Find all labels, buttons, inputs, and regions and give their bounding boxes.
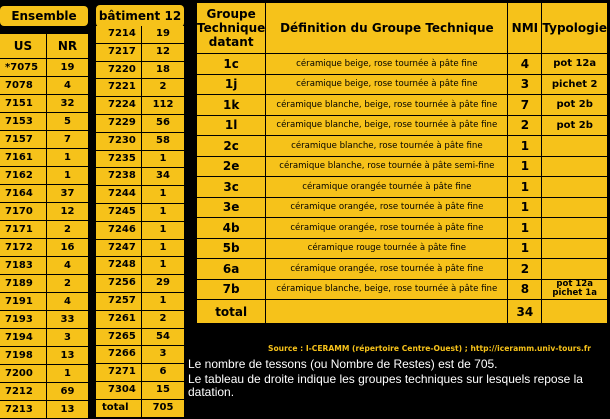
batiment-row — [96, 275, 184, 293]
us-cell: 7157 — [0, 131, 47, 149]
us-cell: 7221 — [96, 79, 142, 97]
ensemble-row — [0, 329, 88, 347]
nr-cell: 12 — [47, 203, 89, 221]
ensemble-header-row — [0, 34, 88, 59]
typologie-cell: pot 2b — [542, 95, 608, 116]
us-cell: 7244 — [96, 186, 142, 204]
nr-cell: 1 — [142, 221, 185, 239]
nmi-cell: 1 — [508, 177, 542, 198]
batiment-row — [96, 79, 184, 97]
batiment-row — [96, 364, 184, 382]
us-cell: 7245 — [96, 203, 142, 221]
batiment-row — [96, 114, 184, 132]
groupe-cell: 1j — [197, 74, 266, 95]
groupe-cell: 1c — [197, 54, 266, 75]
batiment-row — [96, 346, 184, 364]
nr-cell: 13 — [47, 347, 89, 365]
us-cell: 7193 — [0, 311, 47, 329]
groupe-row — [197, 218, 608, 239]
definition-cell: céramique rouge tournée à pâte fine — [266, 238, 508, 259]
nr-cell: 1 — [142, 150, 185, 168]
us-cell: 7191 — [0, 293, 47, 311]
nr-cell: 69 — [47, 383, 89, 401]
ensemble-row — [0, 113, 88, 131]
ensemble-row — [0, 401, 88, 419]
groupe-row — [197, 136, 608, 157]
groupe-header: Groupe Technique datant — [197, 3, 266, 54]
ensemble-row — [0, 95, 88, 113]
note-tessons: Le nombre de tessons (ou Nombre de Restes) est de 705. — [188, 357, 498, 371]
groupe-row — [197, 279, 608, 300]
groupes-total-nmi: 34 — [508, 300, 542, 324]
definition-cell: céramique orangée, rose tournée à pâte fine — [266, 218, 508, 239]
nr-cell: 33 — [47, 311, 89, 329]
us-cell: 7172 — [0, 239, 47, 257]
typologie-cell — [542, 218, 608, 239]
batiment-row — [96, 221, 184, 239]
nmi-header: NMI — [508, 3, 542, 54]
nr-cell: 2 — [142, 79, 185, 97]
ensemble-row — [0, 239, 88, 257]
ensemble-row — [0, 185, 88, 203]
nr-cell: 4 — [47, 257, 89, 275]
ensemble-row — [0, 167, 88, 185]
ensemble-row — [0, 203, 88, 221]
ensemble-row — [0, 311, 88, 329]
nmi-cell: 7 — [508, 95, 542, 116]
definition-cell: céramique blanche, beige, rose tournée à pâte fine — [266, 95, 508, 116]
groupes-total-row — [197, 300, 608, 324]
groupe-cell: 2e — [197, 156, 266, 177]
us-cell: 7171 — [0, 221, 47, 239]
groupe-row — [197, 115, 608, 136]
typologie-line: pot 12a — [556, 279, 593, 290]
ensemble-row — [0, 131, 88, 149]
us-cell: 7170 — [0, 203, 47, 221]
groupes-techniques-table — [196, 2, 608, 324]
note-datation: Le tableau de droite indique les groupes techniques sur lesquels repose la datation. — [188, 372, 583, 399]
us-cell: 7194 — [0, 329, 47, 347]
typologie-cell — [542, 279, 608, 300]
nr-cell: 29 — [142, 275, 185, 293]
definition-cell: céramique blanche, beige, rose tournée à pâte fine — [266, 115, 508, 136]
batiment-row — [96, 310, 184, 328]
ensemble-row — [0, 293, 88, 311]
batiment-row — [96, 61, 184, 79]
us-cell: 7213 — [0, 401, 47, 419]
us-cell: 7246 — [96, 221, 142, 239]
us-cell: 7164 — [0, 185, 47, 203]
typologie-line: pichet 1a — [552, 288, 597, 299]
typologie-cell — [542, 238, 608, 259]
nmi-cell: 1 — [508, 197, 542, 218]
batiment-row — [96, 132, 184, 150]
us-cell: 7200 — [0, 365, 47, 383]
us-cell: 7229 — [96, 114, 142, 132]
batiment-row — [96, 328, 184, 346]
nr-cell: 7 — [47, 131, 89, 149]
definition-cell: céramique orangée tournée à pâte fine — [266, 177, 508, 198]
us-cell: 7235 — [96, 150, 142, 168]
ensemble-row — [0, 347, 88, 365]
nr-cell: 1 — [142, 292, 185, 310]
source-credit: Source : I-CERAMM (répertoire Centre-Ouest) ; http://iceramm.univ-tours.fr — [268, 344, 591, 353]
nr-cell: 1 — [47, 149, 89, 167]
us-cell: *7075 — [0, 59, 47, 77]
nmi-cell: 8 — [508, 279, 542, 300]
typologie-cell — [542, 197, 608, 218]
nmi-cell: 1 — [508, 218, 542, 239]
ensemble-row — [0, 383, 88, 401]
typologie-cell — [542, 136, 608, 157]
batiment-row — [96, 292, 184, 310]
definition-cell: céramique blanche, rose tournée à pâte semi-fine — [266, 156, 508, 177]
nr-cell: 32 — [47, 95, 89, 113]
nr-cell: 5 — [47, 113, 89, 131]
nr-cell: 12 — [142, 43, 185, 61]
nr-cell: 1 — [142, 239, 185, 257]
us-cell: 7248 — [96, 257, 142, 275]
us-cell: 7217 — [96, 43, 142, 61]
groupe-cell: 7b — [197, 279, 266, 300]
groupe-cell: 5b — [197, 238, 266, 259]
us-header: US — [0, 34, 47, 59]
typologie-cell — [542, 177, 608, 198]
us-cell: 7238 — [96, 168, 142, 186]
nr-cell: 2 — [47, 221, 89, 239]
nr-cell: 3 — [47, 329, 89, 347]
typologie-cell: pot 2b — [542, 115, 608, 136]
nr-cell: 19 — [47, 59, 89, 77]
nmi-cell: 3 — [508, 74, 542, 95]
ensemble-table — [0, 34, 88, 419]
us-cell: 7161 — [0, 149, 47, 167]
groupes-body — [197, 54, 608, 300]
batiment-row — [96, 186, 184, 204]
batiment-row — [96, 97, 184, 115]
nr-cell: 34 — [142, 168, 185, 186]
nr-cell: 56 — [142, 114, 185, 132]
groupe-cell: 2c — [197, 136, 266, 157]
nr-cell: 1 — [142, 257, 185, 275]
us-cell: 7271 — [96, 364, 142, 382]
us-cell: 7212 — [0, 383, 47, 401]
nr-cell: 54 — [142, 328, 185, 346]
groupe-row — [197, 95, 608, 116]
typologie-cell — [542, 156, 608, 177]
batiment-row — [96, 203, 184, 221]
nr-cell: 1 — [47, 167, 89, 185]
nr-cell: 2 — [142, 310, 185, 328]
nr-cell: 1 — [47, 365, 89, 383]
definition-cell: céramique orangée, rose tournée à pâte fine — [266, 259, 508, 280]
nr-cell: 37 — [47, 185, 89, 203]
groupe-cell: 1l — [197, 115, 266, 136]
nr-cell: 1 — [142, 203, 185, 221]
groupe-cell: 6a — [197, 259, 266, 280]
ensemble-row — [0, 221, 88, 239]
groupe-row — [197, 54, 608, 75]
batiment-title: bâtiment 12 — [96, 5, 184, 27]
us-cell: 7214 — [96, 26, 142, 43]
groupe-row — [197, 259, 608, 280]
us-cell: 7261 — [96, 310, 142, 328]
us-cell: 7256 — [96, 275, 142, 293]
batiment-body — [96, 26, 184, 399]
us-cell: 7151 — [0, 95, 47, 113]
groupe-cell: 1k — [197, 95, 266, 116]
nr-cell: 3 — [142, 346, 185, 364]
ensemble-body — [0, 59, 88, 419]
batiment-row — [96, 381, 184, 399]
nr-cell: 13 — [47, 401, 89, 419]
nr-header: NR — [47, 34, 89, 59]
us-cell: 7247 — [96, 239, 142, 257]
ensemble-title: Ensemble — [0, 6, 88, 26]
nmi-cell: 1 — [508, 136, 542, 157]
ensemble-row — [0, 365, 88, 383]
us-cell: 7198 — [0, 347, 47, 365]
us-cell: 7183 — [0, 257, 47, 275]
groupe-row — [197, 74, 608, 95]
ensemble-row — [0, 59, 88, 77]
definition-cell: céramique blanche, rose tournée à pâte fine — [266, 136, 508, 157]
batiment-total-value: 705 — [142, 399, 185, 417]
nr-cell: 15 — [142, 381, 185, 399]
definition-header: Définition du Groupe Technique — [266, 3, 508, 54]
nr-cell: 4 — [47, 293, 89, 311]
typologie-header: Typologie — [542, 3, 608, 54]
groupe-cell: 3c — [197, 177, 266, 198]
us-cell: 7230 — [96, 132, 142, 150]
nr-cell: 1 — [142, 186, 185, 204]
batiment-table — [96, 26, 184, 418]
us-cell: 7266 — [96, 346, 142, 364]
us-cell: 7257 — [96, 292, 142, 310]
groupe-row — [197, 238, 608, 259]
us-cell: 7224 — [96, 97, 142, 115]
definition-cell: céramique beige, rose tournée à pâte fine — [266, 54, 508, 75]
us-cell: 7265 — [96, 328, 142, 346]
us-cell: 7153 — [0, 113, 47, 131]
nmi-cell: 2 — [508, 259, 542, 280]
definition-cell: céramique orangée, rose tournée à pâte fine — [266, 197, 508, 218]
groupe-cell: 4b — [197, 218, 266, 239]
us-cell: 7189 — [0, 275, 47, 293]
groupe-cell: 3e — [197, 197, 266, 218]
batiment-row — [96, 168, 184, 186]
nmi-cell: 1 — [508, 156, 542, 177]
typologie-cell: pichet 2 — [542, 74, 608, 95]
groupe-row — [197, 177, 608, 198]
ensemble-row — [0, 77, 88, 95]
batiment-total-label: total — [96, 399, 142, 417]
us-cell: 7162 — [0, 167, 47, 185]
us-cell: 7220 — [96, 61, 142, 79]
groupes-total-typ — [542, 300, 608, 324]
batiment-row — [96, 150, 184, 168]
nr-cell: 58 — [142, 132, 185, 150]
ensemble-row — [0, 149, 88, 167]
ensemble-row — [0, 257, 88, 275]
groupe-row — [197, 156, 608, 177]
batiment-row — [96, 26, 184, 43]
definition-cell: céramique beige, rose tournée à pâte fine — [266, 74, 508, 95]
groupes-total-empty — [266, 300, 508, 324]
nr-cell: 16 — [47, 239, 89, 257]
typologie-cell — [542, 259, 608, 280]
batiment-row — [96, 43, 184, 61]
groupe-row — [197, 197, 608, 218]
batiment-row — [96, 239, 184, 257]
nmi-cell: 2 — [508, 115, 542, 136]
us-cell: 7304 — [96, 381, 142, 399]
nmi-cell: 1 — [508, 238, 542, 259]
groupes-total-label: total — [197, 300, 266, 324]
nmi-cell: 4 — [508, 54, 542, 75]
groupes-header-row — [197, 3, 608, 54]
batiment-row — [96, 257, 184, 275]
nr-cell: 112 — [142, 97, 185, 115]
us-cell: 7078 — [0, 77, 47, 95]
definition-cell: céramique blanche, beige, rose tournée à pâte fine — [266, 279, 508, 300]
nr-cell: 2 — [47, 275, 89, 293]
nr-cell: 6 — [142, 364, 185, 382]
nr-cell: 18 — [142, 61, 185, 79]
nr-cell: 4 — [47, 77, 89, 95]
nr-cell: 19 — [142, 26, 185, 43]
ensemble-row — [0, 275, 88, 293]
typologie-cell: pot 12a — [542, 54, 608, 75]
